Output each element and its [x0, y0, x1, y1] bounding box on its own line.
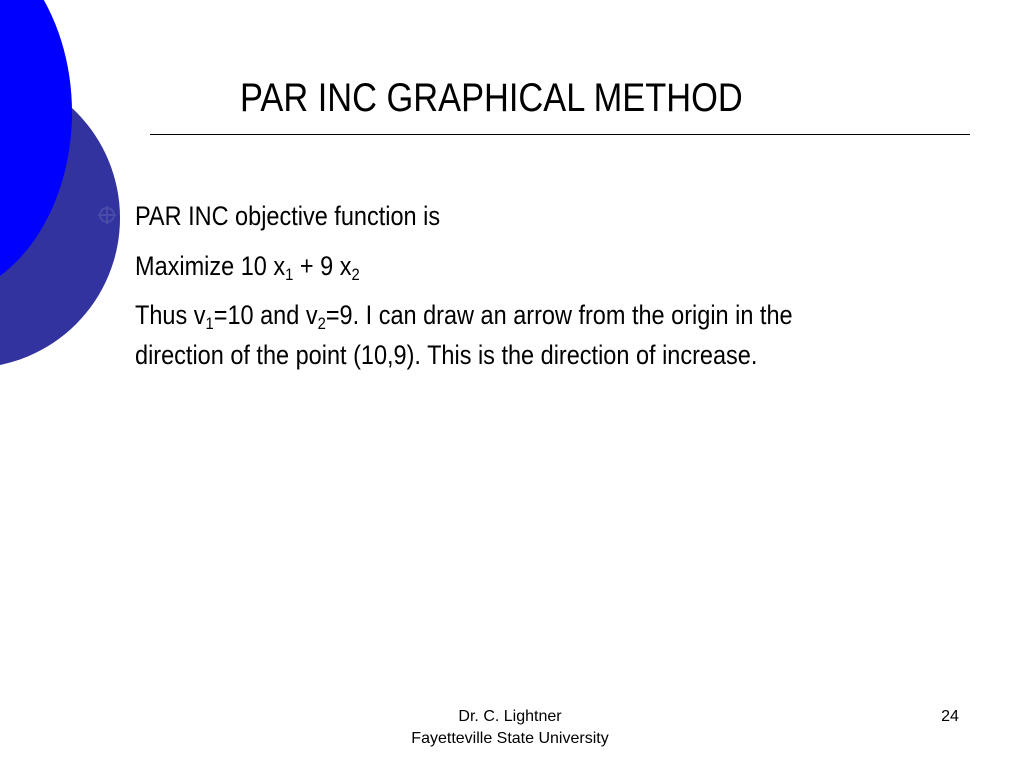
bullet-text-line-1: PAR INC objective function is — [135, 201, 441, 231]
text-run: =9. I can draw an arrow from the origin in the — [325, 300, 793, 330]
text-run: + 9 x — [293, 251, 352, 281]
footer-author-block — [340, 706, 680, 750]
slide-title: PAR INC GRAPHICAL METHOD — [240, 76, 743, 120]
text-run: Thus v — [135, 300, 206, 330]
bullet-text-line-4: direction of the point (10,9). This is the direction of increase. — [135, 340, 758, 370]
bullet-text-line-3 — [135, 299, 793, 331]
subscript: 2 — [351, 265, 360, 284]
crosshair-circle-icon — [97, 205, 117, 225]
subscript: 1 — [285, 265, 294, 284]
bullet-text-line-2 — [135, 250, 360, 282]
text-run: Maximize 10 x — [135, 251, 286, 281]
footer-institution: Fayetteville State University — [411, 730, 609, 747]
title-divider — [150, 134, 970, 135]
page-number: 24 — [941, 708, 959, 725]
footer-author: Dr. C. Lightner — [458, 708, 562, 725]
text-run: =10 and v — [213, 300, 318, 330]
subscript: 2 — [317, 314, 326, 333]
subscript: 1 — [205, 314, 214, 333]
